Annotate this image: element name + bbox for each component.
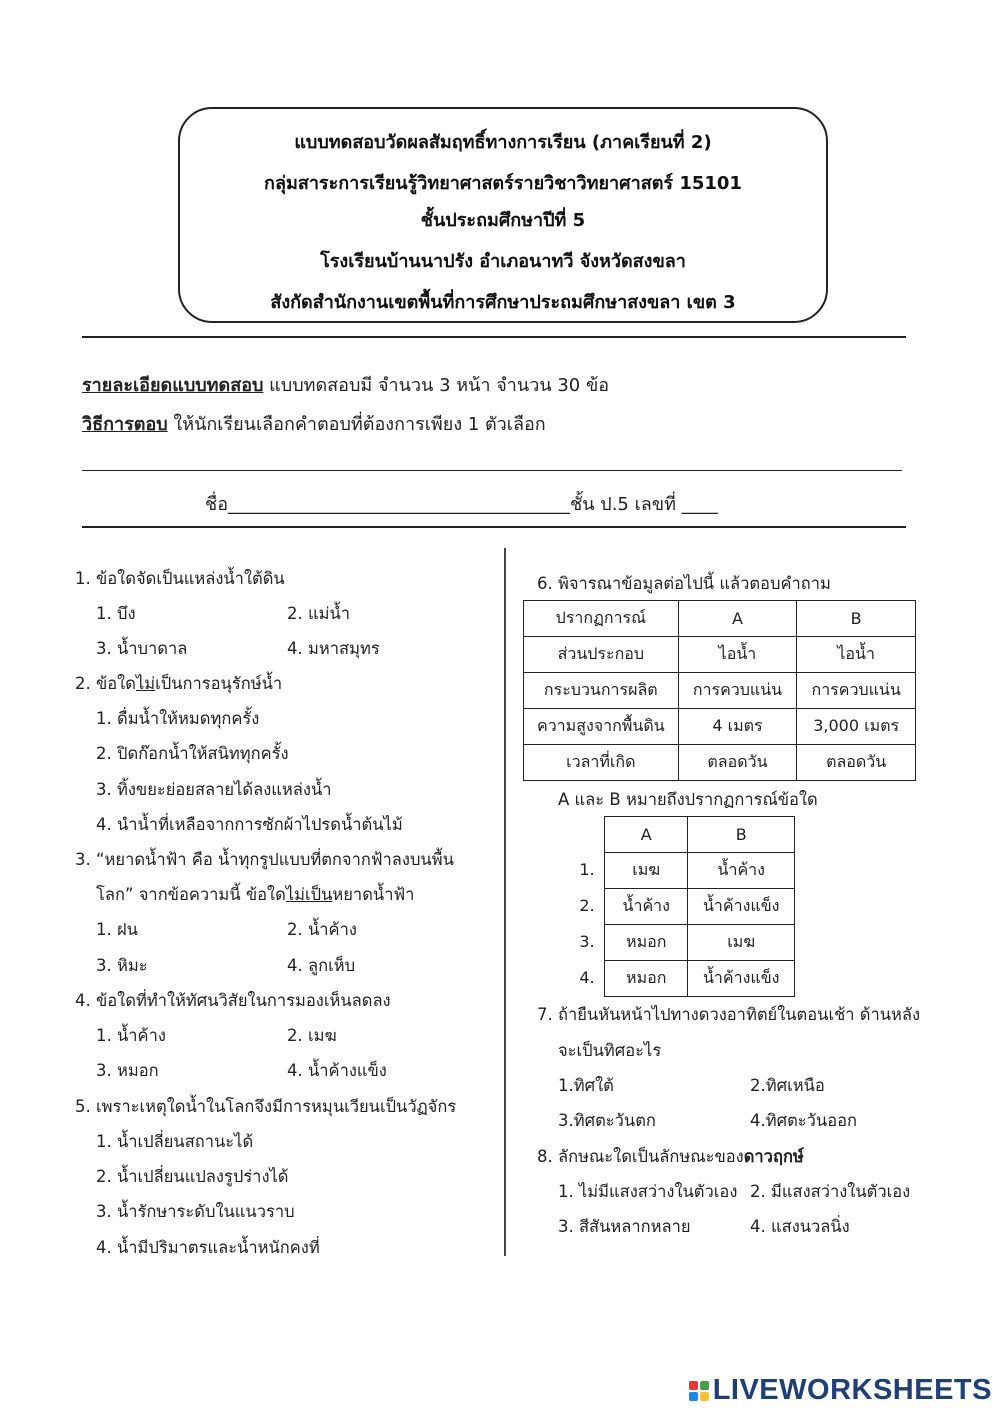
q3-choice-1[interactable]: 1. ฝน bbox=[96, 920, 138, 939]
q3-text-line2 bbox=[96, 882, 414, 908]
q2-choice-2[interactable]: 2. ปิดก๊อกน้ำให้สนิททุกครั้ง bbox=[96, 744, 289, 763]
q3-text-line1: 3. “หยาดน้ำฟ้า คือ น้ำทุกรูปแบบที่ตกจากฟ้าลงบนพื้น bbox=[75, 850, 454, 869]
q5-choice-3[interactable]: 3. น้ำรักษาระดับในแนวราบ bbox=[96, 1202, 295, 1221]
q8-choice-3[interactable]: 3. สีสันหลากหลาย bbox=[558, 1217, 691, 1236]
liveworksheets-logo-icon bbox=[689, 1381, 709, 1401]
divider-top bbox=[82, 336, 906, 338]
school-line: โรงเรียนบ้านนาปรัง อำเภอนาทวี จังหวัดสงขลา bbox=[320, 251, 686, 272]
q1-choice-4[interactable]: 4. มหาสมุทร bbox=[287, 639, 380, 658]
q3-text-a: โลก” จากข้อความนี้ ข้อใด bbox=[96, 885, 286, 904]
q3-text-b: หยาดน้ำฟ้า bbox=[332, 885, 415, 904]
answer-method bbox=[82, 409, 546, 438]
q7-choice-1[interactable]: 1.ทิศใต้ bbox=[558, 1076, 614, 1095]
grade-line: ชั้นประถมศึกษาปีที่ 5 bbox=[420, 210, 586, 231]
divider-mid bbox=[82, 470, 902, 471]
q6-choice-cell[interactable]: หมอก bbox=[605, 925, 688, 961]
q3-choice-2[interactable]: 2. น้ำค้าง bbox=[287, 920, 357, 939]
q1-text: 1. ข้อใดจัดเป็นแหล่งน้ำใต้ดิน bbox=[75, 569, 285, 588]
q8-star-emphasis: ดาวฤกษ์ bbox=[743, 1147, 804, 1166]
q2-choice-4[interactable]: 4. นำน้ำที่เหลือจากการซักผ้าไปรดน้ำต้นไม้ bbox=[96, 815, 403, 834]
q6-table-cell: กระบวนการผลิต bbox=[524, 673, 679, 709]
q7-choice-3[interactable]: 3.ทิศตะวันตก bbox=[558, 1111, 656, 1130]
q6-choice-table bbox=[604, 816, 795, 997]
q2-text bbox=[75, 671, 282, 697]
q6-table-cell: เวลาที่เกิด bbox=[524, 745, 679, 781]
q7-text-line1: 7. ถ้ายืนหันหน้าไปทางดวงอาทิตย์ในตอนเช้า ด้านหลัง bbox=[537, 1005, 921, 1024]
q6-table-cell: การควบแน่น bbox=[797, 673, 916, 709]
q7-choice-2[interactable]: 2.ทิศเหนือ bbox=[750, 1076, 825, 1095]
q6-choice-number: 4. bbox=[579, 968, 595, 987]
q6-table-cell: ตลอดวัน bbox=[797, 745, 916, 781]
q1-choice-1[interactable]: 1. บึง bbox=[96, 604, 136, 623]
q3-choice-4[interactable]: 4. ลูกเห็บ bbox=[287, 956, 356, 975]
name-line[interactable]: ชื่อ______________________________________ชั้น ป.5 เลขที่ ____ bbox=[205, 494, 718, 515]
q2-not-emphasis: ไม่ bbox=[135, 674, 156, 693]
q4-choice-3[interactable]: 3. หมอก bbox=[96, 1061, 159, 1080]
q3-not-emphasis: ไม่เป็น bbox=[285, 885, 333, 904]
q8-text bbox=[537, 1144, 804, 1170]
q3-choice-3[interactable]: 3. หิมะ bbox=[96, 956, 148, 975]
exam-title: แบบทดสอบวัดผลสัมฤทธิ์ทางการเรียน (ภาคเรียนที่ 2) bbox=[294, 132, 712, 153]
q5-choice-1[interactable]: 1. น้ำเปลี่ยนสถานะได้ bbox=[96, 1132, 254, 1151]
q4-choice-4[interactable]: 4. น้ำค้างแข็ง bbox=[287, 1061, 387, 1080]
exam-detail-label: รายละเอียดแบบทดสอบ bbox=[82, 375, 264, 396]
q6-choice-cell[interactable]: เมฆ bbox=[605, 853, 688, 889]
q6-sub-question: A และ B หมายถึงปรากฏการณ์ข้อใด bbox=[558, 790, 818, 809]
q5-choice-2[interactable]: 2. น้ำเปลี่ยนแปลงรูปร่างได้ bbox=[96, 1167, 289, 1186]
logo-square bbox=[700, 1392, 709, 1401]
q6-text: 6. พิจารณาข้อมูลต่อไปนี้ แล้วตอบคำถาม bbox=[537, 574, 831, 593]
q6-table-cell: ไอน้ำ bbox=[797, 637, 916, 673]
q8-choice-1[interactable]: 1. ไม่มีแสงสว่างในตัวเอง bbox=[558, 1182, 738, 1201]
q8-choice-2[interactable]: 2. มีแสงสว่างในตัวเอง bbox=[750, 1182, 911, 1201]
q6-table-cell: ตลอดวัน bbox=[678, 745, 797, 781]
q6-choice-header: B bbox=[688, 817, 795, 853]
q4-choice-2[interactable]: 2. เมฆ bbox=[287, 1026, 337, 1045]
q6-table-cell: 4 เมตร bbox=[678, 709, 797, 745]
exam-detail bbox=[82, 370, 609, 399]
q8-choice-4[interactable]: 4. แสงนวลนิ่ง bbox=[750, 1217, 850, 1236]
logo-square bbox=[700, 1381, 709, 1390]
logo-square bbox=[689, 1381, 698, 1390]
q6-choice-cell[interactable]: หมอก bbox=[605, 961, 688, 997]
q5-choice-4[interactable]: 4. น้ำมีปริมาตรและน้ำหนักคงที่ bbox=[96, 1238, 320, 1257]
q2-choice-1[interactable]: 1. ดื่มน้ำให้หมดทุกครั้ง bbox=[96, 709, 260, 728]
q1-choice-3[interactable]: 3. น้ำบาดาล bbox=[96, 639, 188, 658]
q6-choice-number: 3. bbox=[579, 932, 595, 951]
q6-choice-number: 1. bbox=[579, 860, 595, 879]
q6-table-cell: 3,000 เมตร bbox=[797, 709, 916, 745]
q6-choice-number: 2. bbox=[579, 896, 595, 915]
q6-choice-cell[interactable]: น้ำค้างแข็ง bbox=[688, 889, 795, 925]
q7-text-line2: จะเป็นทิศอะไร bbox=[558, 1041, 662, 1060]
q4-text: 4. ข้อใดที่ทำให้ทัศนวิสัยในการมองเห็นลดลง bbox=[75, 991, 391, 1010]
q6-table-cell: B bbox=[797, 601, 916, 637]
divider-bottom bbox=[82, 526, 906, 528]
q2-choice-3[interactable]: 3. ทิ้งขยะย่อยสลายได้ลงแหล่งน้ำ bbox=[96, 780, 332, 799]
q6-table-cell: ปรากฏการณ์ bbox=[524, 601, 679, 637]
q6-table-cell: ไอน้ำ bbox=[678, 637, 797, 673]
q6-table-cell: ความสูงจากพื้นดิน bbox=[524, 709, 679, 745]
liveworksheets-text: LIVEWORKSHEETS bbox=[712, 1374, 992, 1406]
q7-choice-4[interactable]: 4.ทิศตะวันออก bbox=[750, 1111, 858, 1130]
q1-choice-2[interactable]: 2. แม่น้ำ bbox=[287, 604, 351, 623]
q6-choice-cell[interactable]: น้ำค้างแข็ง bbox=[688, 961, 795, 997]
answer-method-label: วิธีการตอบ bbox=[82, 414, 168, 435]
answer-method-text: ให้นักเรียนเลือกคำตอบที่ต้องการเพียง 1 ตัวเลือก bbox=[167, 414, 546, 435]
q6-choice-cell[interactable]: น้ำค้าง bbox=[605, 889, 688, 925]
q6-choice-header: A bbox=[605, 817, 688, 853]
q6-data-table bbox=[523, 600, 916, 781]
q2-text-b: เป็นการอนุรักษ์น้ำ bbox=[155, 674, 283, 693]
q6-table-cell: ส่วนประกอบ bbox=[524, 637, 679, 673]
q6-table-cell: A bbox=[678, 601, 797, 637]
column-divider bbox=[504, 548, 506, 1256]
subject-line: กลุ่มสาระการเรียนรู้วิทยาศาสตร์รายวิชาวิทยาศาสตร์ 15101 bbox=[264, 173, 742, 194]
q6-choice-cell[interactable]: เมฆ bbox=[688, 925, 795, 961]
exam-detail-text: แบบทดสอบมี จำนวน 3 หน้า จำนวน 30 ข้อ bbox=[263, 375, 610, 396]
q6-table-cell: การควบแน่น bbox=[678, 673, 797, 709]
q8-text-a: 8. ลักษณะใดเป็นลักษณะของ bbox=[537, 1147, 744, 1166]
logo-square bbox=[689, 1392, 698, 1401]
q2-text-a: 2. ข้อใด bbox=[75, 674, 136, 693]
liveworksheets-watermark bbox=[689, 1374, 992, 1407]
q5-text: 5. เพราะเหตุใดน้ำในโลกจึงมีการหมุนเวียนเป็นวัฏจักร bbox=[75, 1097, 457, 1116]
q4-choice-1[interactable]: 1. น้ำค้าง bbox=[96, 1026, 166, 1045]
q6-choice-cell[interactable]: น้ำค้าง bbox=[688, 853, 795, 889]
district-line: สังกัดสำนักงานเขตพื้นที่การศึกษาประถมศึกษาสงขลา เขต 3 bbox=[270, 292, 736, 313]
